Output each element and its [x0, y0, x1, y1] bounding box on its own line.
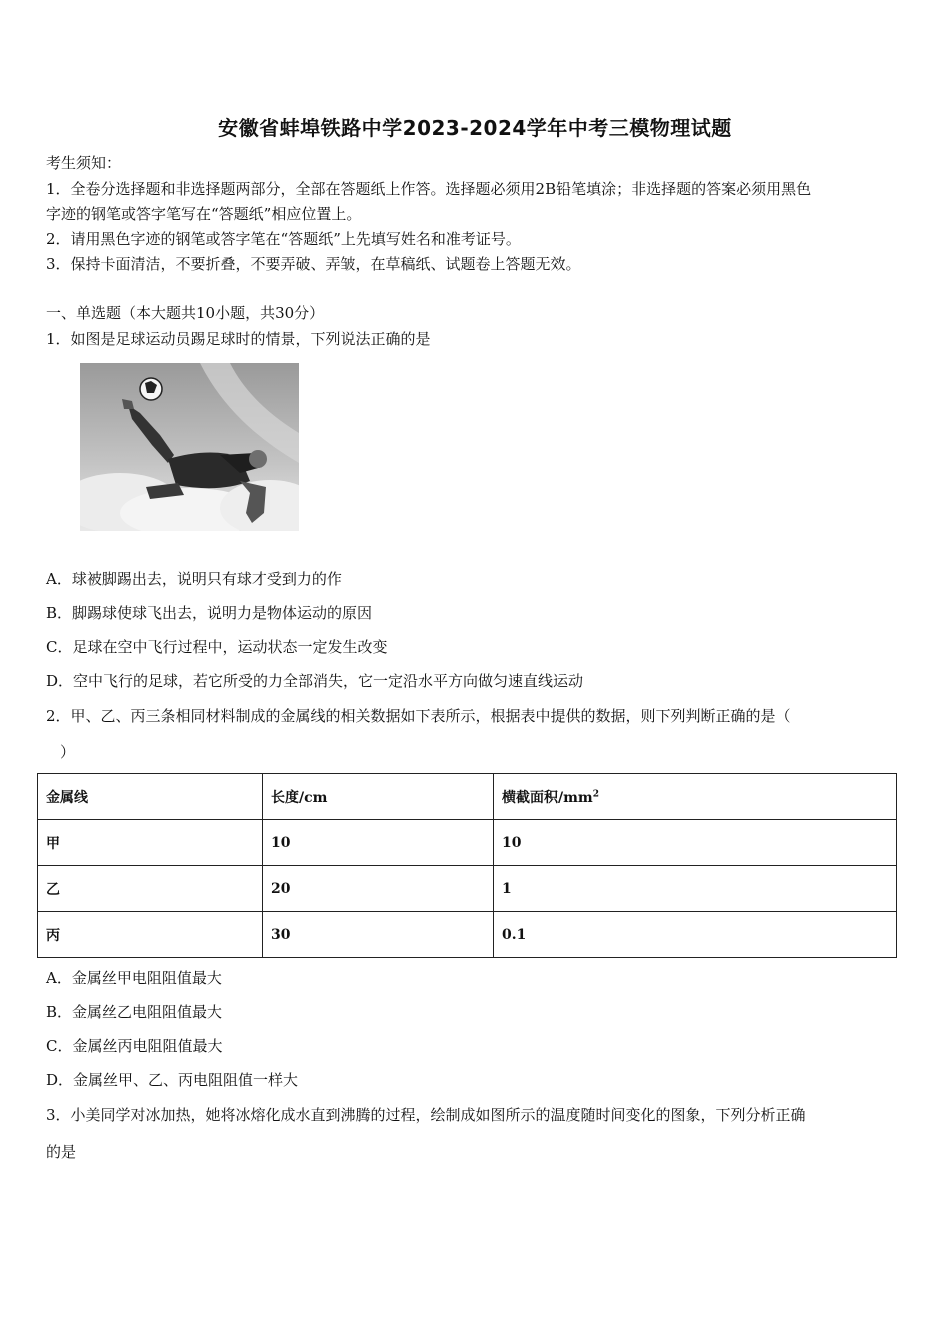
cell-area: 10 [494, 820, 897, 866]
question-2-stem: 2．甲、乙、丙三条相同材料制成的金属线的相关数据如下表所示，根据表中提供的数据，则下列判断正确的是（ [46, 707, 791, 725]
cell-wire: 乙 [38, 866, 263, 912]
notice-heading: 考生须知： [46, 154, 122, 172]
header-length: 长度/cm [263, 774, 494, 820]
notice-line-2: 字迹的钢笔或答字笔写在“答题纸”相应位置上。 [46, 205, 362, 223]
page-title: 安徽省蚌埠铁路中学2023-2024学年中考三模物理试题 [218, 116, 732, 140]
cell-area: 1 [494, 866, 897, 912]
question-3-stem: 3．小美同学对冰加热，她将冰熔化成水直到沸腾的过程，绘制成如图所示的温度随时间变化的图象，下列分析正确 [46, 1106, 806, 1124]
question-3-stem-continued: 的是 [46, 1143, 77, 1161]
cell-wire: 丙 [38, 912, 263, 958]
table-header-row [38, 774, 897, 820]
table-row [38, 866, 897, 912]
cell-length: 30 [263, 912, 494, 958]
notice-line-1: 1．全卷分选择题和非选择题两部分，全部在答题纸上作答。选择题必须用2B铅笔填涂；非选择题的答案必须用黑色 [46, 180, 812, 198]
question-2-option-c: C．金属丝丙电阻阻值最大 [46, 1037, 223, 1055]
question-2-option-a: A．金属丝甲电阻阻值最大 [46, 969, 222, 987]
cell-wire: 甲 [38, 820, 263, 866]
notice-line-4: 3．保持卡面清洁，不要折叠，不要弄破、弄皱，在草稿纸、试题卷上答题无效。 [46, 255, 581, 273]
question-1-stem: 1．如图是足球运动员踢足球时的情景，下列说法正确的是 [46, 330, 431, 348]
header-cross-section-exponent: 2 [592, 788, 600, 799]
section-heading: 一、单选题（本大题共10小题，共30分） [46, 304, 325, 322]
cell-length: 10 [263, 820, 494, 866]
table-row [38, 820, 897, 866]
question-1-option-c: C．足球在空中飞行过程中，运动状态一定发生改变 [46, 638, 388, 656]
question-1-option-d: D．空中飞行的足球，若它所受的力全部消失，它一定沿水平方向做匀速直线运动 [46, 672, 584, 690]
notice-line-3: 2．请用黑色字迹的钢笔或答字笔在“答题纸”上先填写姓名和准考证号。 [46, 230, 521, 248]
table-row [38, 912, 897, 958]
soccer-player-photo [80, 363, 299, 531]
metal-wire-table [37, 773, 897, 958]
header-cross-section-text: 横截面积/mm [502, 789, 593, 806]
question-2-option-d: D．金属丝甲、乙、丙电阻阻值一样大 [46, 1071, 299, 1089]
header-cross-section [494, 774, 897, 820]
question-2-stem-continued: ） [60, 743, 76, 761]
question-2-option-b: B．金属丝乙电阻阻值最大 [46, 1003, 223, 1021]
question-1-option-b: B．脚踢球使球飞出去，说明力是物体运动的原因 [46, 604, 373, 622]
header-wire: 金属线 [38, 774, 263, 820]
cell-length: 20 [263, 866, 494, 912]
cell-area: 0.1 [494, 912, 897, 958]
question-1-option-a: A．球被脚踢出去，说明只有球才受到力的作 [46, 570, 342, 588]
